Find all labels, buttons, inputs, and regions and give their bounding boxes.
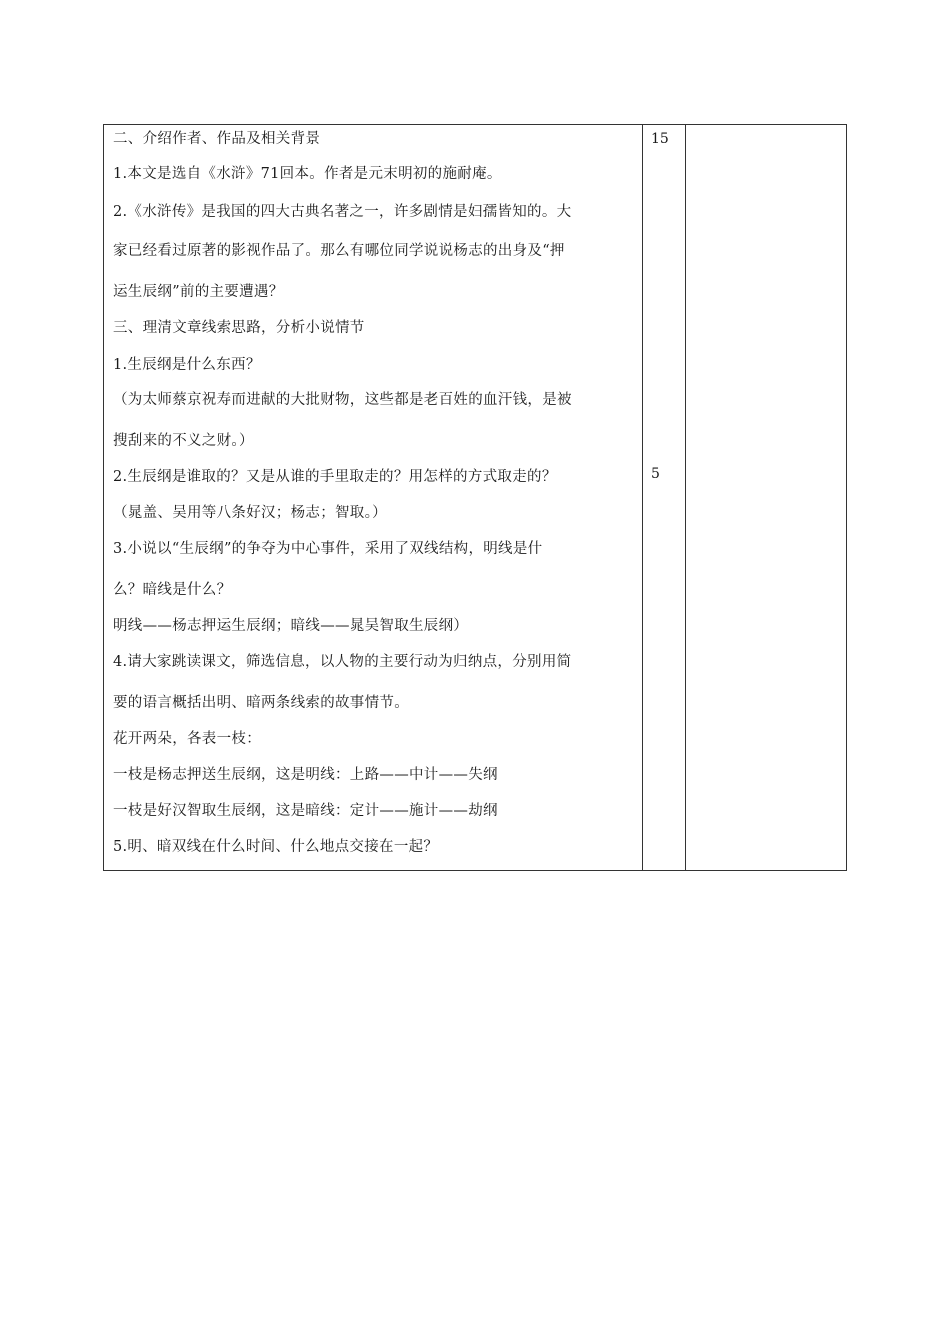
text-line: 2.《水浒传》是我国的四大古典名著之一，许多剧情是妇孺皆知的。大 bbox=[113, 204, 572, 220]
text-line: 明线——杨志押运生辰纲；暗线——晁吴智取生辰纲） bbox=[113, 618, 469, 634]
text-line: 1.生辰纲是什么东西？ bbox=[113, 357, 261, 373]
lesson-table bbox=[103, 124, 847, 871]
text-line: 要的语言概括出明、暗两条线索的故事情节。 bbox=[113, 695, 409, 711]
text-line: 运生辰纲”前的主要遭遇？ bbox=[113, 284, 284, 300]
time-column bbox=[643, 125, 686, 870]
text-line: 1.本文是选自《水浒》71回本。作者是元末明初的施耐庵。 bbox=[113, 166, 502, 182]
notes-column bbox=[686, 125, 846, 870]
text-line: 二、介绍作者、作品及相关背景 bbox=[113, 131, 321, 147]
text-line: 一枝是杨志押送生辰纲，这是明线：上路——中计——失纲 bbox=[113, 767, 498, 783]
text-line: 花开两朵，各表一枝： bbox=[113, 731, 261, 747]
text-line: 一枝是好汉智取生辰纲，这是暗线：定计——施计——劫纲 bbox=[113, 803, 498, 819]
text-line: 么？暗线是什么？ bbox=[113, 582, 232, 598]
time-value: 5 bbox=[651, 466, 660, 482]
text-line: 4.请大家跳读课文，筛选信息，以人物的主要行动为归纳点，分别用简 bbox=[113, 654, 572, 670]
text-line: 搜刮来的不义之财。） bbox=[113, 433, 254, 449]
text-line: （晁盖、吴用等八条好汉；杨志；智取。） bbox=[113, 505, 387, 521]
content-column bbox=[104, 125, 643, 870]
text-line: 家已经看过原著的影视作品了。那么有哪位同学说说杨志的出身及“押 bbox=[113, 243, 565, 259]
text-line: 2.生辰纲是谁取的？又是从谁的手里取走的？用怎样的方式取走的？ bbox=[113, 469, 557, 485]
text-line: 5.明、暗双线在什么时间、什么地点交接在一起？ bbox=[113, 839, 439, 855]
text-line: 三、理清文章线索思路，分析小说情节 bbox=[113, 320, 365, 336]
text-line: （为太师蔡京祝寿而进献的大批财物，这些都是老百姓的血汗钱，是被 bbox=[113, 392, 572, 408]
time-value: 15 bbox=[651, 131, 669, 147]
text-line: 3.小说以“生辰纲”的争夺为中心事件，采用了双线结构，明线是什 bbox=[113, 541, 543, 557]
